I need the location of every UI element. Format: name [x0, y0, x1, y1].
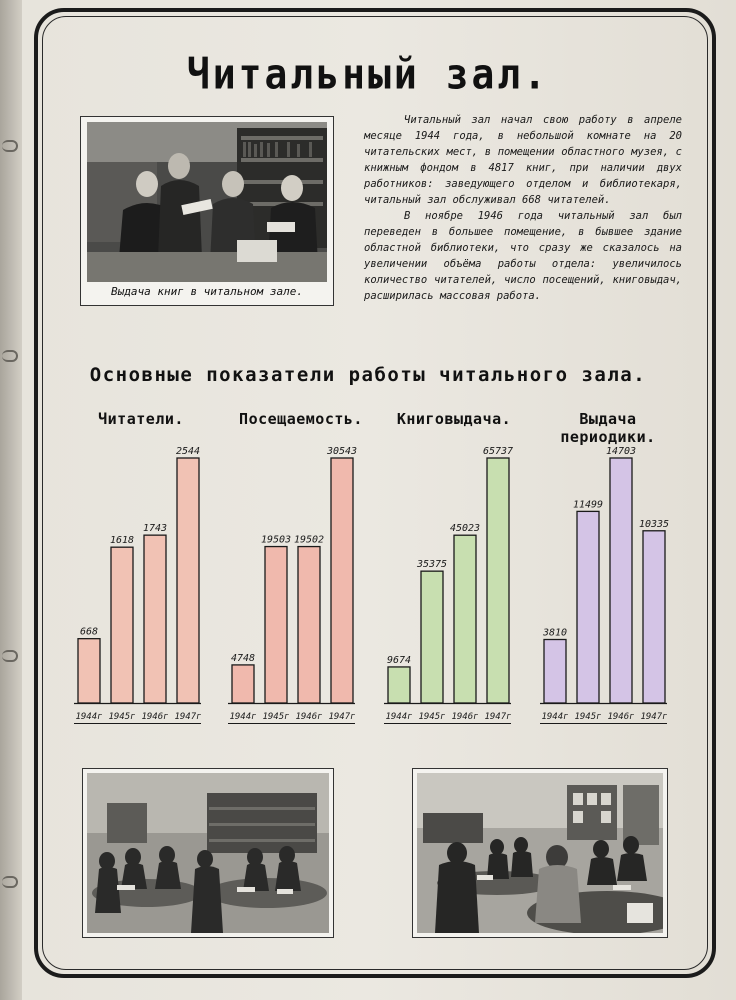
section-title: Основные показатели работы читального зала. — [89, 364, 647, 386]
bar-loans-1944г — [388, 667, 410, 703]
bar-periodicals-1947г — [643, 531, 665, 703]
category-label: 1944г — [75, 712, 103, 722]
bar-loans-1947г — [487, 458, 509, 703]
category-label: 1945г — [574, 712, 602, 722]
bar-periodicals-1944г — [544, 640, 566, 703]
bottom-left-photo-card — [82, 768, 334, 938]
bar-readers-1944г — [78, 639, 100, 703]
category-label: 1947г — [174, 712, 202, 722]
page-title: Читальный зал. — [186, 49, 550, 99]
bar-periodicals-1946г — [610, 458, 632, 703]
category-label: 1946г — [607, 712, 635, 722]
bar-readers-1947г — [177, 458, 199, 703]
bar-value-label: 11499 — [572, 499, 604, 511]
category-label: 1946г — [295, 712, 323, 722]
bar-value-label: 19502 — [293, 534, 325, 546]
group-title-readers: Читатели. — [98, 410, 184, 428]
bar-visits-1947г — [331, 458, 353, 703]
photo-readers-at-tables — [87, 773, 329, 933]
photo-readers-at-tables — [417, 773, 663, 933]
bar-value-label: 10335 — [638, 518, 670, 530]
bar-visits-1944г — [232, 665, 254, 703]
bar-visits-1945г — [265, 547, 287, 703]
category-label: 1947г — [640, 712, 668, 722]
bottom-right-photo-card — [412, 768, 668, 938]
intro-paragraph-1: Читальный зал начал свою работу в апреле месяце 1944 года, в небольшой комнате на 20 читательских мест, в помещении областного музея, с книжным фондом в 4817 книг, при наличии двух работников: заведующего отделом и библиотекаря, читальный зал обслуживал 668 читателей. — [364, 114, 682, 206]
category-label: 1945г — [108, 712, 136, 722]
group-title-visits: Посещаемость. — [239, 410, 363, 428]
bar-value-label: 30543 — [326, 446, 358, 457]
reading-room-photo-right — [417, 773, 663, 933]
bar-value-label: 3810 — [542, 627, 568, 639]
bar-value-label: 668 — [79, 626, 99, 638]
top-photo-caption: Выдача книг в читальном зале. — [110, 285, 304, 298]
category-label: 1946г — [451, 712, 479, 722]
bar-value-label: 14703 — [605, 446, 637, 457]
bar-value-label: 4748 — [230, 652, 256, 664]
bar-visits-1946г — [298, 547, 320, 703]
category-label: 1944г — [541, 712, 569, 722]
bar-value-label: 2544 — [175, 446, 201, 457]
bar-value-label: 45023 — [449, 523, 481, 535]
bar-value-label: 65737 — [482, 446, 514, 457]
group-title-periodicals: Выдача периодики. — [560, 410, 656, 446]
bar-loans-1945г — [421, 571, 443, 703]
reading-room-photo-left — [87, 773, 329, 933]
bar-loans-1946г — [454, 535, 476, 703]
category-label: 1944г — [385, 712, 413, 722]
bar-value-label: 35375 — [416, 559, 448, 571]
category-label: 1945г — [262, 712, 290, 722]
intro-paragraph-2: В ноябре 1946 года читальный зал был переведен в большее помещение, в бывшее здание областной библиотеки, что сразу же сказалось на увеличении объёма работы отдела: увеличилось количество читателей, число посещений, книговыдач, расширилась массовая работа. — [364, 210, 682, 302]
category-label: 1945г — [418, 712, 446, 722]
bar-periodicals-1945г — [577, 511, 599, 703]
group-title-loans: Книговыдача. — [396, 410, 512, 428]
category-label: 1944г — [229, 712, 257, 722]
bar-value-label: 1743 — [142, 523, 168, 535]
category-label: 1947г — [484, 712, 512, 722]
bar-value-label: 1618 — [109, 535, 135, 547]
bar-readers-1946г — [144, 535, 166, 703]
bar-value-label: 19503 — [260, 534, 292, 546]
category-label: 1947г — [328, 712, 356, 722]
bar-readers-1945г — [111, 547, 133, 703]
bar-value-label: 9674 — [386, 654, 412, 666]
category-label: 1946г — [141, 712, 169, 722]
